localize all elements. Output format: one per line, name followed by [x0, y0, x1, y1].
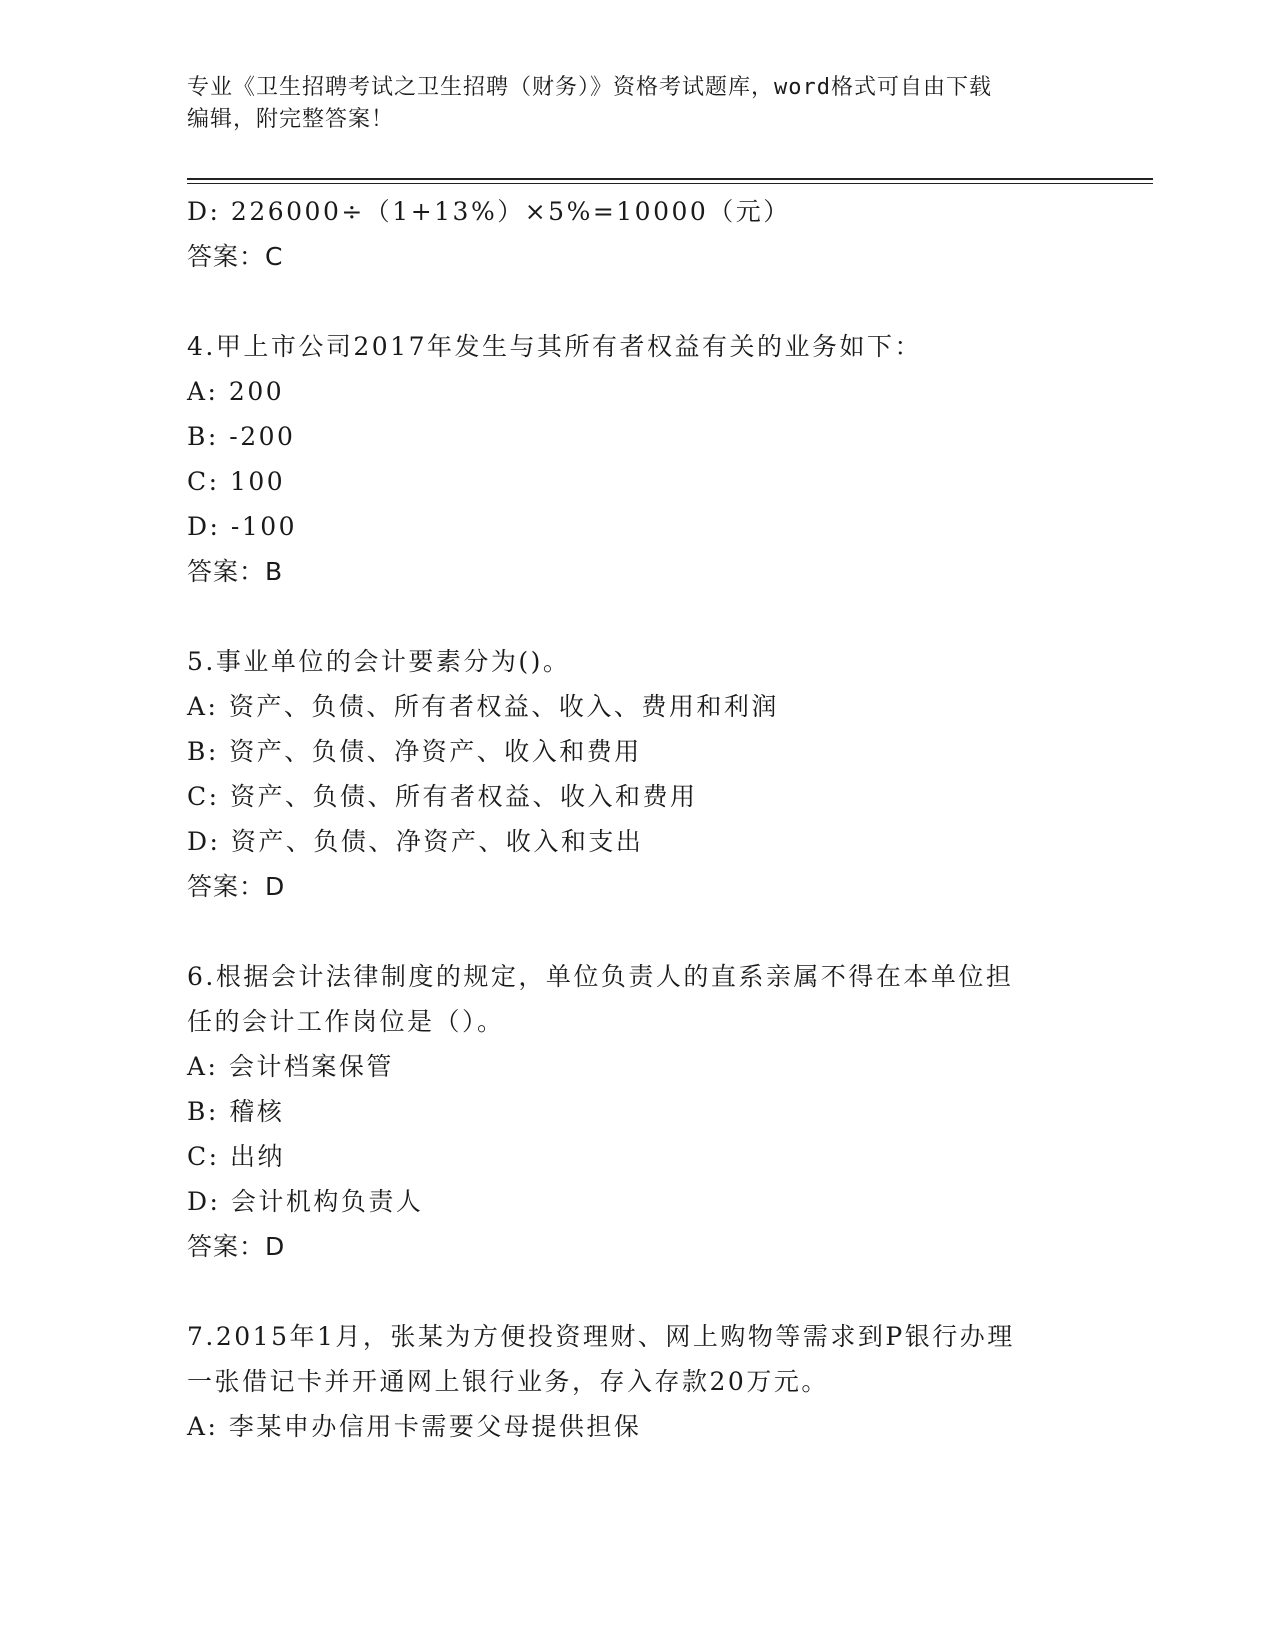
- header-line-2: 编辑，附完整答案！: [187, 107, 395, 132]
- question-stem: 4.甲上市公司2017年发生与其所有者权益有关的业务如下：: [187, 332, 922, 361]
- question-stem-line-1: 7.2015年1月，张某为方便投资理财、网上购物等需求到P银行办理: [187, 1322, 1015, 1351]
- option-c: C: 出纳: [187, 1142, 285, 1171]
- header-line-1: 专业《卫生招聘考试之卫生招聘（财务）》资格考试题库，word格式可自由下载: [187, 75, 992, 100]
- answer-line: 答案：D: [187, 1232, 286, 1261]
- option-a: A: 会计档案保管: [187, 1052, 394, 1081]
- question-block-7: [187, 1314, 1087, 1449]
- spacer: [187, 1269, 1087, 1314]
- spacer: [187, 594, 1087, 639]
- option-b: B: 稽核: [187, 1097, 285, 1126]
- question-stem-line-1: 6.根据会计法律制度的规定，单位负责人的直系亲属不得在本单位担: [187, 962, 1014, 991]
- question-block-5: [187, 639, 1087, 909]
- header-divider-thick: [187, 178, 1153, 180]
- question-block-6: [187, 954, 1087, 1269]
- option-c: C: 100: [187, 467, 286, 496]
- option-a: A: 李某申办信用卡需要父母提供担保: [187, 1412, 642, 1441]
- option-a: A: 200: [187, 377, 285, 406]
- spacer: [187, 279, 1087, 324]
- option-b: B: 资产、负债、净资产、收入和费用: [187, 737, 642, 766]
- question-block-4: [187, 324, 1087, 594]
- header-divider-thin: [187, 183, 1153, 184]
- answer-line: 答案：D: [187, 872, 286, 901]
- option-d: D: -100: [187, 512, 298, 541]
- question-stem: 5.事业单位的会计要素分为()。: [187, 647, 571, 676]
- answer-line: 答案：B: [187, 557, 284, 586]
- option-d: D: 资产、负债、净资产、收入和支出: [187, 827, 644, 856]
- document-header: [187, 72, 1067, 136]
- option-d: D: 226000÷（1+13%）×5%=10000（元）: [187, 197, 791, 226]
- option-d: D: 会计机构负责人: [187, 1187, 424, 1216]
- option-b: B: -200: [187, 422, 296, 451]
- question-block-prev: [187, 189, 1087, 279]
- option-c: C: 资产、负债、所有者权益、收入和费用: [187, 782, 698, 811]
- option-a: A: 资产、负债、所有者权益、收入、费用和利润: [187, 692, 779, 721]
- spacer: [187, 909, 1087, 954]
- answer-line: 答案：C: [187, 242, 284, 271]
- question-list: [187, 189, 1087, 1449]
- question-stem-line-2: 一张借记卡并开通网上银行业务，存入存款20万元。: [187, 1367, 829, 1396]
- question-stem-line-2: 任的会计工作岗位是（）。: [187, 1007, 505, 1036]
